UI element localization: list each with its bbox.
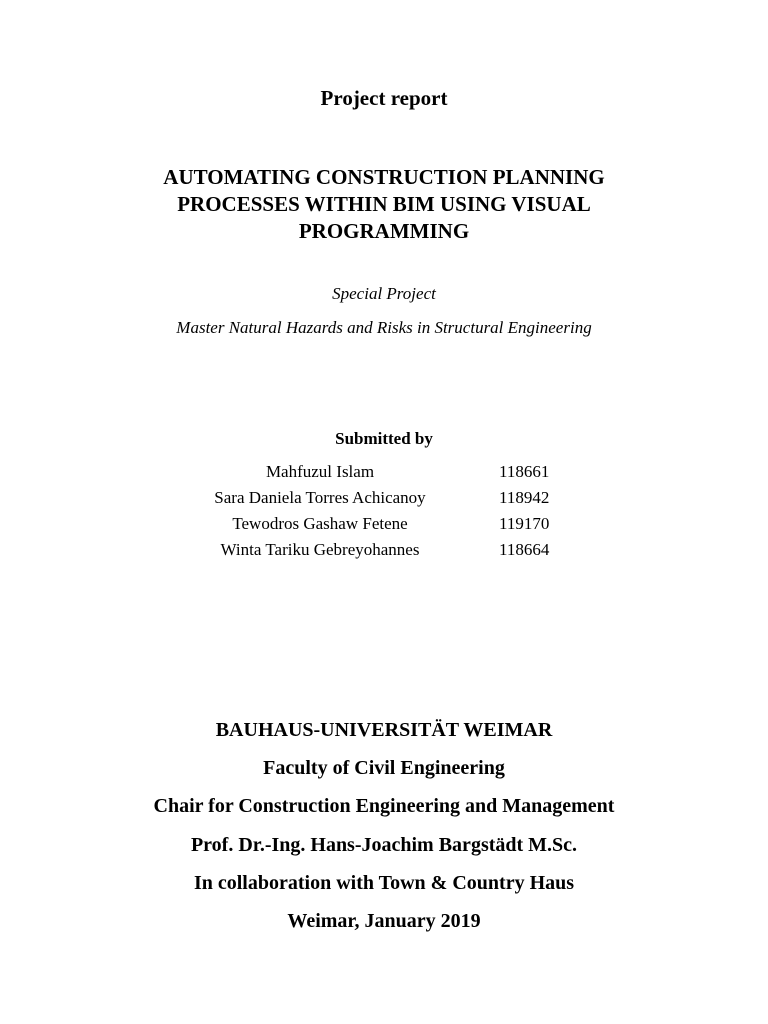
collaboration-note: In collaboration with Town & Country Haus [193,872,575,894]
project-kind: Special Project [332,284,436,303]
document-type: Project report [320,86,448,110]
author-name: Sara Daniela Torres Achicanoy [214,488,426,507]
faculty-name: Faculty of Civil Engineering [263,757,505,779]
author-name: Mahfuzul Islam [265,462,375,481]
author-row [0,540,768,566]
author-row [0,488,768,514]
supervisor-name: Prof. Dr.-Ing. Hans-Joachim Bargstädt M.Sc. [190,834,578,856]
author-id: 119170 [499,514,550,533]
author-id: 118664 [499,540,550,559]
title-line: PROCESSES WITHIN BIM USING VISUAL [177,192,591,216]
title-line: PROGRAMMING [298,219,470,243]
author-row [0,514,768,540]
author-name: Winta Tariku Gebreyohannes [220,540,420,559]
submitted-by-heading: Submitted by [335,429,433,448]
author-list [0,462,768,566]
chair-name: Chair for Construction Engineering and Management [153,795,615,817]
author-id: 118661 [499,462,550,481]
author-id: 118942 [499,488,550,507]
university-name: BAUHAUS-UNIVERSITÄT WEIMAR [215,719,553,741]
title-line: AUTOMATING CONSTRUCTION PLANNING [163,165,605,189]
program-name: Master Natural Hazards and Risks in Structural Engineering [176,318,592,337]
report-title [0,164,768,245]
author-row [0,462,768,488]
author-name: Tewodros Gashaw Fetene [232,514,408,533]
place-and-date: Weimar, January 2019 [287,910,481,932]
